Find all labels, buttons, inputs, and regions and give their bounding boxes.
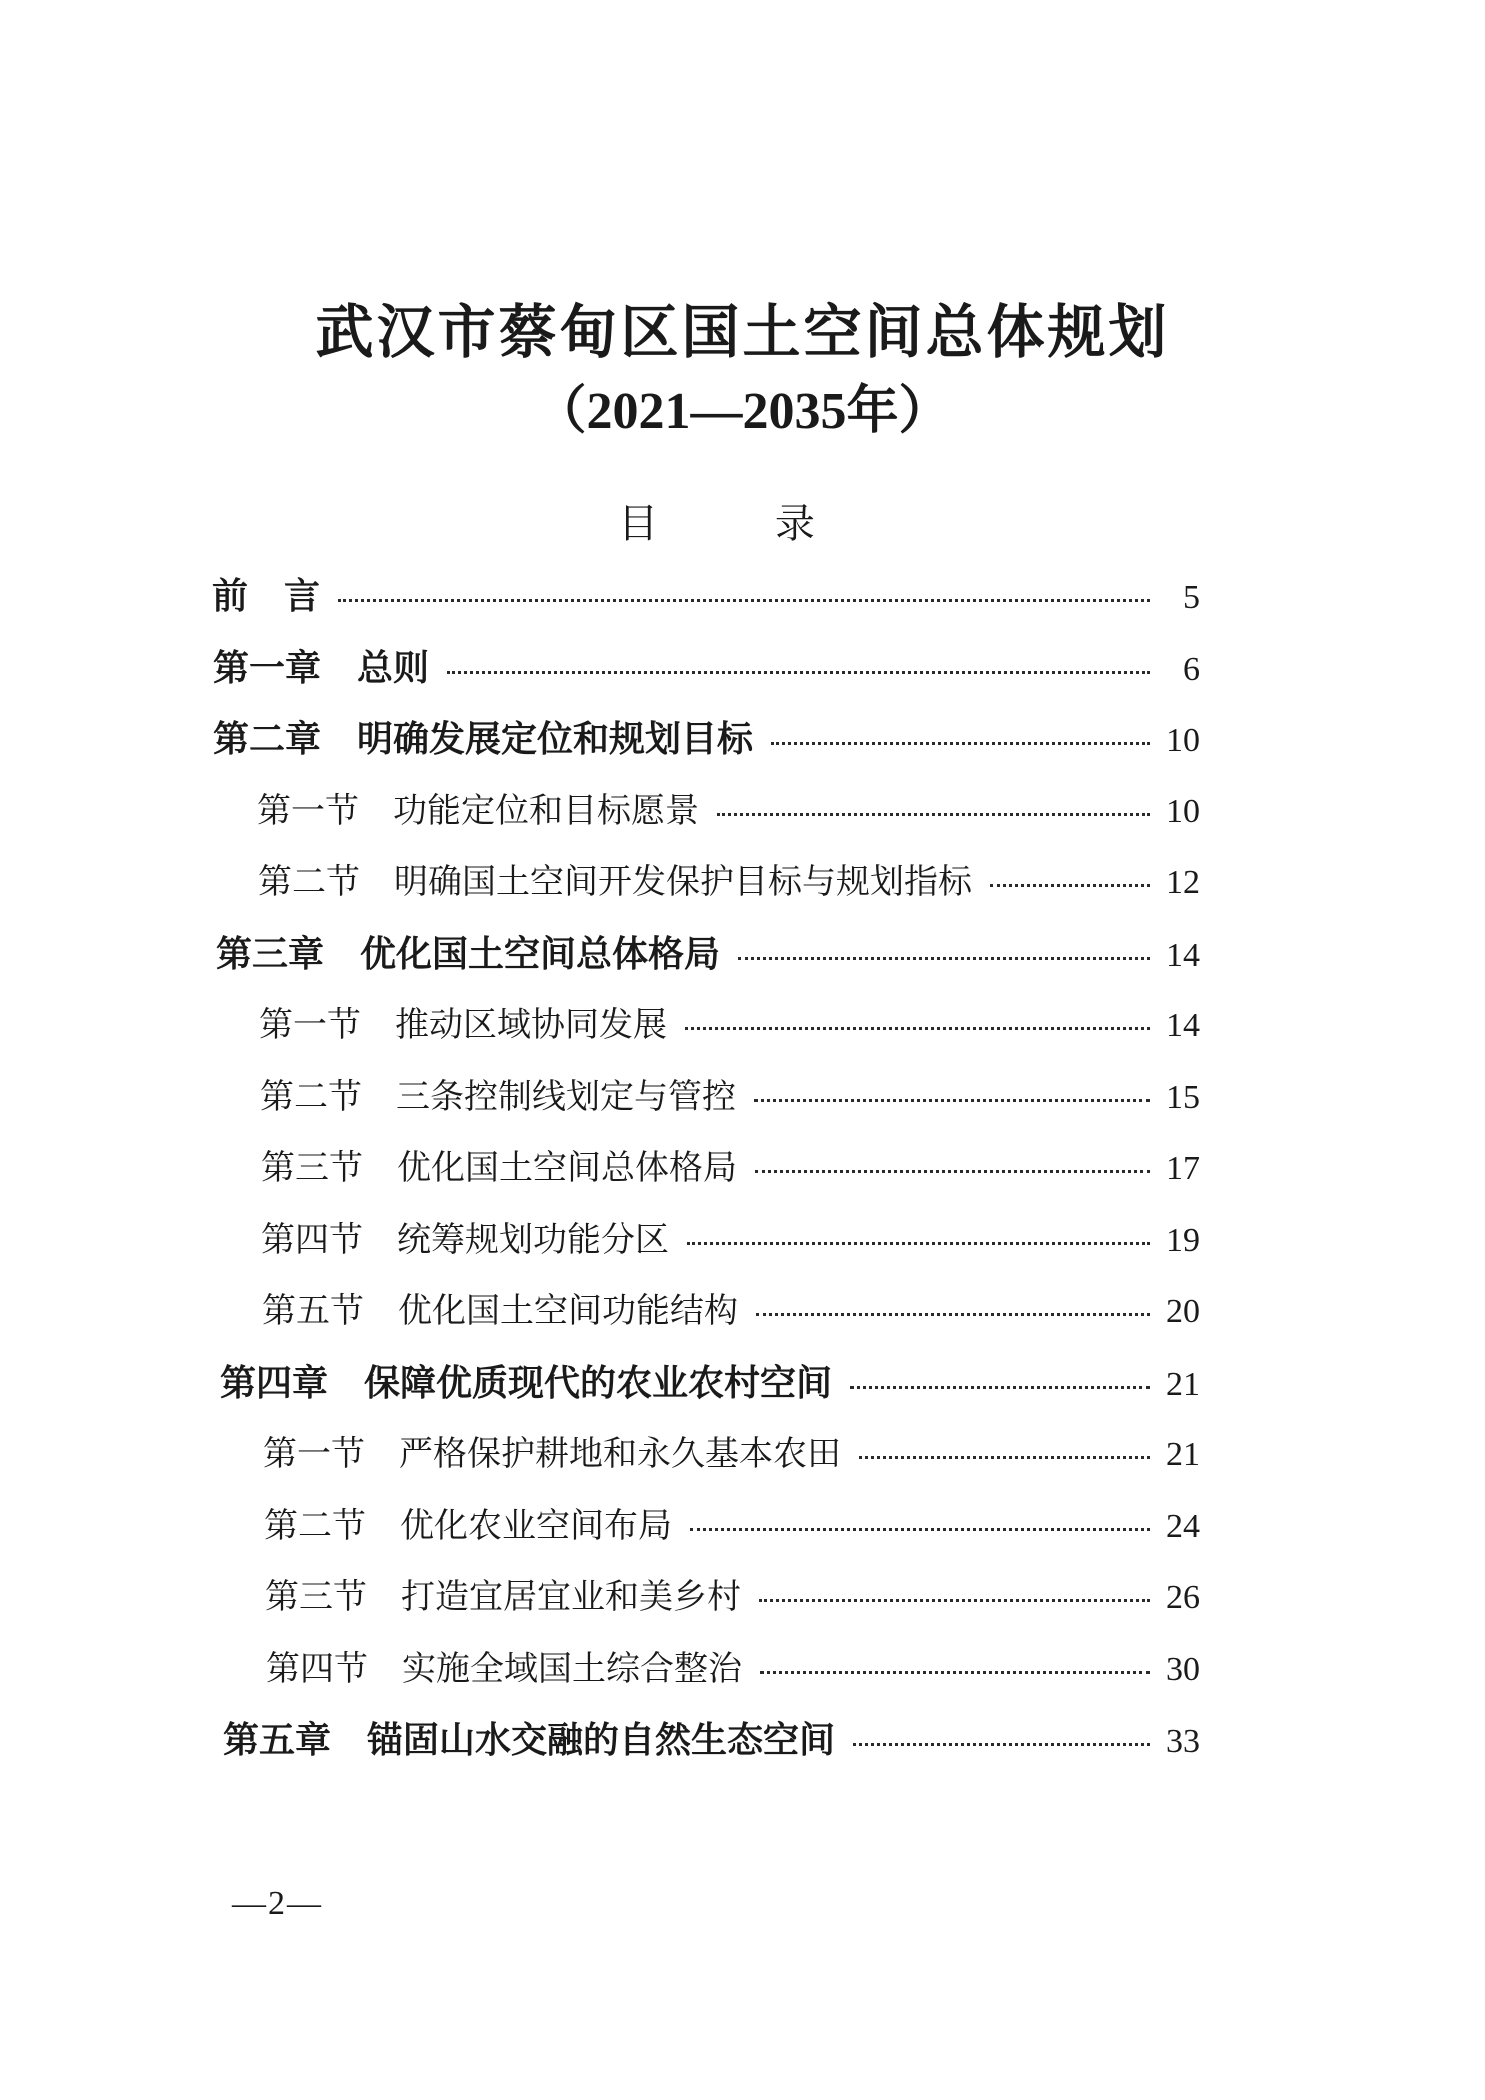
toc-dot-leader [853,1743,1150,1746]
toc-entry [220,1355,1200,1409]
toc-heading: 目 录 [618,501,867,547]
toc-entry-page: 21 [1166,1366,1200,1403]
toc-dot-leader [771,742,1150,745]
toc-dot-leader [759,1599,1150,1602]
toc-entry [261,1212,1200,1266]
toc-entry-page: 5 [1183,579,1200,616]
toc-entry-label: 第一节 严格保护耕地和永久基本农田 [263,1434,841,1474]
toc-entry-page: 19 [1166,1222,1200,1259]
toc-entry-page: 6 [1183,651,1200,688]
toc-entry [223,1712,1200,1766]
toc-dot-leader [754,1099,1150,1102]
toc-entry-page: 24 [1166,1508,1200,1545]
toc-entry-label: 第二节 优化农业空间布局 [264,1506,672,1546]
toc-entry [261,1140,1200,1194]
toc-entry-page: 33 [1166,1723,1200,1760]
toc-entry-label: 第一节 推动区域协同发展 [259,1005,667,1045]
toc-entry-page: 15 [1166,1079,1200,1116]
toc-dot-leader [738,957,1150,960]
toc-entry-label: 第二节 三条控制线划定与管控 [260,1077,736,1117]
page-number-footer: —2— [232,1885,323,1922]
toc-entry [265,1569,1200,1623]
toc-entry [262,1283,1200,1337]
toc-entry-page: 21 [1166,1436,1200,1473]
toc-entry-page: 20 [1166,1293,1200,1330]
toc-entry-label: 第四章 保障优质现代的农业农村空间 [220,1363,833,1404]
toc-dot-leader [760,1671,1150,1674]
toc-entry-page: 12 [1166,864,1200,901]
toc-dot-leader [687,1242,1150,1245]
toc-dot-leader [685,1027,1150,1030]
toc-dot-leader [755,1170,1150,1173]
toc-entry [213,711,1200,765]
toc-entry [263,1426,1200,1480]
toc-entry-label: 第三节 打造宜居宜业和美乡村 [265,1577,741,1617]
document-title: 武汉市蔡甸区国土空间总体规划 [315,298,1170,366]
toc-entry-label: 第五章 锚固山水交融的自然生态空间 [223,1720,836,1761]
toc-entry-label: 第三章 优化国土空间总体格局 [216,934,721,975]
toc-entry-page: 30 [1166,1651,1200,1688]
toc-dot-leader [990,884,1150,887]
toc-entry-label: 第一章 总则 [213,648,430,689]
toc-entry [257,783,1200,837]
toc-entry-page: 14 [1166,1007,1200,1044]
toc-entry-label: 第五节 优化国土空间功能结构 [262,1291,738,1331]
toc-entry-label: 第四节 实施全域国土综合整治 [266,1649,742,1689]
toc-dot-leader [338,599,1150,602]
toc-entry [264,1498,1200,1552]
toc-entry-label: 第二节 明确国土空间开发保护目标与规划指标 [258,862,972,902]
toc-dot-leader [690,1528,1150,1531]
toc-entry [260,1069,1200,1123]
toc-dot-leader [447,671,1150,674]
toc-entry-page: 10 [1166,722,1200,759]
toc-entry-page: 10 [1166,793,1200,830]
toc-entry [259,997,1200,1051]
toc-dot-leader [756,1313,1150,1316]
toc-dot-leader [850,1386,1150,1389]
toc-entry [212,568,1200,622]
document-subtitle: （2021—2035年） [534,383,951,440]
toc-entry-label: 第二章 明确发展定位和规划目标 [213,719,754,760]
toc-entry-label: 前 言 [212,576,321,617]
toc-entry-label: 第三节 优化国土空间总体格局 [261,1148,737,1188]
toc-entry-page: 14 [1166,937,1200,974]
toc-entry-label: 第一节 功能定位和目标愿景 [257,791,699,831]
toc-entry-page: 17 [1166,1150,1200,1187]
toc-entry [258,854,1200,908]
toc-dot-leader [717,813,1150,816]
toc-entry [216,926,1200,980]
toc-dot-leader [859,1456,1150,1459]
toc-entry-page: 26 [1166,1579,1200,1616]
toc-entry [266,1641,1200,1695]
toc-entry-label: 第四节 统筹规划功能分区 [261,1220,669,1260]
toc-entry [213,640,1200,694]
